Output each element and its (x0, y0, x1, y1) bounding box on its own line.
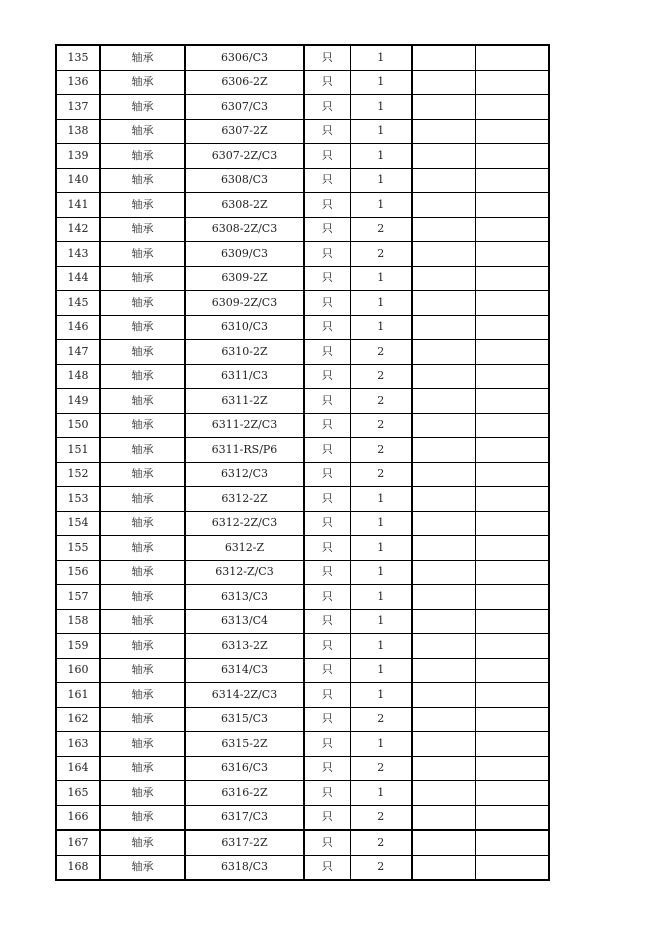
empty-cell-1[interactable] (412, 805, 475, 830)
row-number-cell[interactable]: 135 (56, 45, 100, 70)
row-number-cell[interactable]: 150 (56, 413, 100, 438)
unit-cell[interactable]: 只 (304, 683, 350, 708)
empty-cell-2[interactable] (475, 168, 549, 193)
item-name-cell[interactable]: 轴承 (100, 805, 185, 830)
quantity-cell[interactable]: 1 (350, 658, 412, 683)
row-number-cell[interactable]: 152 (56, 462, 100, 487)
empty-cell-1[interactable] (412, 266, 475, 291)
empty-cell-2[interactable] (475, 340, 549, 365)
empty-cell-2[interactable] (475, 536, 549, 561)
unit-cell[interactable]: 只 (304, 511, 350, 536)
table-row (56, 609, 549, 634)
row-number-cell[interactable]: 138 (56, 119, 100, 144)
empty-cell-2[interactable] (475, 585, 549, 610)
quantity-cell[interactable]: 2 (350, 413, 412, 438)
item-name-cell[interactable]: 轴承 (100, 438, 185, 463)
empty-cell-2[interactable] (475, 291, 549, 316)
item-name-cell[interactable]: 轴承 (100, 560, 185, 585)
table-row (56, 805, 549, 830)
unit-cell[interactable]: 只 (304, 144, 350, 169)
empty-cell-1[interactable] (412, 95, 475, 120)
quantity-cell[interactable]: 2 (350, 462, 412, 487)
item-name-cell[interactable]: 轴承 (100, 217, 185, 242)
model-cell[interactable]: 6313/C4 (185, 609, 304, 634)
table-row (56, 144, 549, 169)
model-cell[interactable]: 6313-2Z (185, 634, 304, 659)
empty-cell-1[interactable] (412, 340, 475, 365)
empty-cell-1[interactable] (412, 658, 475, 683)
item-name-cell[interactable]: 轴承 (100, 756, 185, 781)
quantity-cell[interactable]: 2 (350, 340, 412, 365)
empty-cell-2[interactable] (475, 95, 549, 120)
item-name-cell[interactable]: 轴承 (100, 70, 185, 95)
empty-cell-1[interactable] (412, 683, 475, 708)
unit-cell[interactable]: 只 (304, 193, 350, 218)
row-number-cell[interactable]: 139 (56, 144, 100, 169)
empty-cell-2[interactable] (475, 438, 549, 463)
unit-cell[interactable]: 只 (304, 830, 350, 855)
model-cell[interactable]: 6311-2Z/C3 (185, 413, 304, 438)
unit-cell[interactable]: 只 (304, 291, 350, 316)
quantity-cell[interactable]: 1 (350, 168, 412, 193)
quantity-cell[interactable]: 2 (350, 217, 412, 242)
quantity-cell[interactable]: 2 (350, 242, 412, 267)
model-cell[interactable]: 6313/C3 (185, 585, 304, 610)
empty-cell-2[interactable] (475, 683, 549, 708)
model-cell[interactable]: 6317-2Z (185, 830, 304, 855)
empty-cell-1[interactable] (412, 560, 475, 585)
row-number-cell[interactable]: 163 (56, 732, 100, 757)
quantity-cell[interactable]: 2 (350, 389, 412, 414)
model-cell[interactable]: 6316/C3 (185, 756, 304, 781)
empty-cell-2[interactable] (475, 634, 549, 659)
quantity-cell[interactable]: 1 (350, 70, 412, 95)
empty-cell-2[interactable] (475, 609, 549, 634)
quantity-cell[interactable]: 2 (350, 830, 412, 855)
table-row (56, 781, 549, 806)
empty-cell-1[interactable] (412, 291, 475, 316)
unit-cell[interactable]: 只 (304, 462, 350, 487)
unit-cell[interactable]: 只 (304, 95, 350, 120)
model-cell[interactable]: 6310-2Z (185, 340, 304, 365)
table-row (56, 291, 549, 316)
unit-cell[interactable]: 只 (304, 756, 350, 781)
model-cell[interactable]: 6314/C3 (185, 658, 304, 683)
model-cell[interactable]: 6309-2Z (185, 266, 304, 291)
empty-cell-1[interactable] (412, 144, 475, 169)
empty-cell-2[interactable] (475, 315, 549, 340)
quantity-cell[interactable]: 1 (350, 560, 412, 585)
row-number-cell[interactable]: 136 (56, 70, 100, 95)
row-number-cell[interactable]: 137 (56, 95, 100, 120)
empty-cell-1[interactable] (412, 732, 475, 757)
unit-cell[interactable]: 只 (304, 707, 350, 732)
quantity-cell[interactable]: 1 (350, 45, 412, 70)
empty-cell-2[interactable] (475, 781, 549, 806)
item-name-cell[interactable]: 轴承 (100, 144, 185, 169)
model-cell[interactable]: 6307/C3 (185, 95, 304, 120)
row-number-cell[interactable]: 165 (56, 781, 100, 806)
model-cell[interactable]: 6314-2Z/C3 (185, 683, 304, 708)
row-number-cell[interactable]: 167 (56, 830, 100, 855)
quantity-cell[interactable]: 1 (350, 536, 412, 561)
quantity-cell[interactable]: 1 (350, 193, 412, 218)
empty-cell-1[interactable] (412, 315, 475, 340)
table-row (56, 119, 549, 144)
row-number-cell[interactable]: 161 (56, 683, 100, 708)
table-row (56, 340, 549, 365)
empty-cell-2[interactable] (475, 830, 549, 855)
row-number-cell[interactable]: 148 (56, 364, 100, 389)
model-cell[interactable]: 6311-RS/P6 (185, 438, 304, 463)
item-name-cell[interactable]: 轴承 (100, 781, 185, 806)
table-body (56, 45, 549, 880)
item-name-cell[interactable]: 轴承 (100, 242, 185, 267)
table-row (56, 830, 549, 855)
item-name-cell[interactable]: 轴承 (100, 291, 185, 316)
row-number-cell[interactable]: 145 (56, 291, 100, 316)
empty-cell-1[interactable] (412, 756, 475, 781)
model-cell[interactable]: 6306-2Z (185, 70, 304, 95)
quantity-cell[interactable]: 2 (350, 756, 412, 781)
quantity-cell[interactable]: 1 (350, 291, 412, 316)
table-row (56, 658, 549, 683)
unit-cell[interactable]: 只 (304, 242, 350, 267)
unit-cell[interactable]: 只 (304, 70, 350, 95)
empty-cell-1[interactable] (412, 830, 475, 855)
row-number-cell[interactable]: 155 (56, 536, 100, 561)
empty-cell-2[interactable] (475, 511, 549, 536)
empty-cell-2[interactable] (475, 462, 549, 487)
unit-cell[interactable]: 只 (304, 609, 350, 634)
item-name-cell[interactable]: 轴承 (100, 462, 185, 487)
unit-cell[interactable]: 只 (304, 340, 350, 365)
unit-cell[interactable]: 只 (304, 119, 350, 144)
quantity-cell[interactable]: 1 (350, 144, 412, 169)
row-number-cell[interactable]: 144 (56, 266, 100, 291)
quantity-cell[interactable]: 1 (350, 609, 412, 634)
empty-cell-1[interactable] (412, 438, 475, 463)
spreadsheet-sheet (55, 44, 550, 881)
empty-cell-2[interactable] (475, 119, 549, 144)
item-name-cell[interactable]: 轴承 (100, 683, 185, 708)
quantity-cell[interactable]: 2 (350, 438, 412, 463)
quantity-cell[interactable]: 1 (350, 732, 412, 757)
unit-cell[interactable]: 只 (304, 217, 350, 242)
model-cell[interactable]: 6309-2Z/C3 (185, 291, 304, 316)
unit-cell[interactable]: 只 (304, 781, 350, 806)
table-row (56, 364, 549, 389)
empty-cell-2[interactable] (475, 413, 549, 438)
table-row (56, 193, 549, 218)
empty-cell-1[interactable] (412, 462, 475, 487)
table-row (56, 511, 549, 536)
unit-cell[interactable]: 只 (304, 413, 350, 438)
item-name-cell[interactable]: 轴承 (100, 364, 185, 389)
unit-cell[interactable]: 只 (304, 536, 350, 561)
empty-cell-2[interactable] (475, 217, 549, 242)
model-cell[interactable]: 6312-2Z (185, 487, 304, 512)
row-number-cell[interactable]: 164 (56, 756, 100, 781)
empty-cell-2[interactable] (475, 855, 549, 880)
model-cell[interactable]: 6311/C3 (185, 364, 304, 389)
model-cell[interactable]: 6308-2Z/C3 (185, 217, 304, 242)
unit-cell[interactable]: 只 (304, 560, 350, 585)
table-row (56, 45, 549, 70)
unit-cell[interactable]: 只 (304, 389, 350, 414)
table-row (56, 487, 549, 512)
table-row (56, 438, 549, 463)
model-cell[interactable]: 6312-Z (185, 536, 304, 561)
item-name-cell[interactable]: 轴承 (100, 119, 185, 144)
unit-cell[interactable]: 只 (304, 732, 350, 757)
empty-cell-1[interactable] (412, 781, 475, 806)
row-number-cell[interactable]: 142 (56, 217, 100, 242)
empty-cell-2[interactable] (475, 732, 549, 757)
row-number-cell[interactable]: 162 (56, 707, 100, 732)
model-cell[interactable]: 6316-2Z (185, 781, 304, 806)
row-number-cell[interactable]: 153 (56, 487, 100, 512)
model-cell[interactable]: 6307-2Z/C3 (185, 144, 304, 169)
table-row (56, 217, 549, 242)
model-cell[interactable]: 6315-2Z (185, 732, 304, 757)
quantity-cell[interactable]: 1 (350, 119, 412, 144)
item-name-cell[interactable]: 轴承 (100, 585, 185, 610)
empty-cell-2[interactable] (475, 266, 549, 291)
unit-cell[interactable]: 只 (304, 805, 350, 830)
empty-cell-1[interactable] (412, 413, 475, 438)
quantity-cell[interactable]: 1 (350, 266, 412, 291)
row-number-cell[interactable]: 158 (56, 609, 100, 634)
table-row (56, 168, 549, 193)
quantity-cell[interactable]: 2 (350, 707, 412, 732)
item-name-cell[interactable]: 轴承 (100, 266, 185, 291)
row-number-cell[interactable]: 159 (56, 634, 100, 659)
table-row (56, 266, 549, 291)
empty-cell-2[interactable] (475, 756, 549, 781)
empty-cell-2[interactable] (475, 707, 549, 732)
unit-cell[interactable]: 只 (304, 658, 350, 683)
empty-cell-1[interactable] (412, 536, 475, 561)
item-name-cell[interactable]: 轴承 (100, 732, 185, 757)
table-row (56, 756, 549, 781)
table-row (56, 536, 549, 561)
empty-cell-1[interactable] (412, 193, 475, 218)
model-cell[interactable]: 6312-2Z/C3 (185, 511, 304, 536)
unit-cell[interactable]: 只 (304, 45, 350, 70)
item-name-cell[interactable]: 轴承 (100, 634, 185, 659)
quantity-cell[interactable]: 1 (350, 511, 412, 536)
model-cell[interactable]: 6311-2Z (185, 389, 304, 414)
row-number-cell[interactable]: 141 (56, 193, 100, 218)
empty-cell-1[interactable] (412, 707, 475, 732)
row-number-cell[interactable]: 149 (56, 389, 100, 414)
table-row (56, 732, 549, 757)
empty-cell-1[interactable] (412, 389, 475, 414)
unit-cell[interactable]: 只 (304, 855, 350, 880)
row-number-cell[interactable]: 147 (56, 340, 100, 365)
item-name-cell[interactable]: 轴承 (100, 487, 185, 512)
empty-cell-1[interactable] (412, 119, 475, 144)
model-cell[interactable]: 6312/C3 (185, 462, 304, 487)
quantity-cell[interactable]: 2 (350, 805, 412, 830)
empty-cell-1[interactable] (412, 45, 475, 70)
empty-cell-1[interactable] (412, 585, 475, 610)
item-name-cell[interactable]: 轴承 (100, 658, 185, 683)
row-number-cell[interactable]: 156 (56, 560, 100, 585)
quantity-cell[interactable]: 1 (350, 95, 412, 120)
item-name-cell[interactable]: 轴承 (100, 95, 185, 120)
empty-cell-2[interactable] (475, 70, 549, 95)
row-number-cell[interactable]: 168 (56, 855, 100, 880)
model-cell[interactable]: 6309/C3 (185, 242, 304, 267)
table-row (56, 95, 549, 120)
model-cell[interactable]: 6308-2Z (185, 193, 304, 218)
table-row (56, 315, 549, 340)
quantity-cell[interactable]: 1 (350, 683, 412, 708)
row-number-cell[interactable]: 151 (56, 438, 100, 463)
empty-cell-1[interactable] (412, 242, 475, 267)
quantity-cell[interactable]: 1 (350, 781, 412, 806)
empty-cell-1[interactable] (412, 168, 475, 193)
unit-cell[interactable]: 只 (304, 487, 350, 512)
empty-cell-2[interactable] (475, 364, 549, 389)
model-cell[interactable]: 6310/C3 (185, 315, 304, 340)
unit-cell[interactable]: 只 (304, 634, 350, 659)
empty-cell-2[interactable] (475, 242, 549, 267)
empty-cell-1[interactable] (412, 634, 475, 659)
item-name-cell[interactable]: 轴承 (100, 855, 185, 880)
empty-cell-1[interactable] (412, 511, 475, 536)
empty-cell-1[interactable] (412, 609, 475, 634)
item-name-cell[interactable]: 轴承 (100, 707, 185, 732)
table-row (56, 634, 549, 659)
empty-cell-2[interactable] (475, 560, 549, 585)
row-number-cell[interactable]: 140 (56, 168, 100, 193)
model-cell[interactable]: 6315/C3 (185, 707, 304, 732)
empty-cell-1[interactable] (412, 487, 475, 512)
item-name-cell[interactable]: 轴承 (100, 315, 185, 340)
item-name-cell[interactable]: 轴承 (100, 168, 185, 193)
empty-cell-2[interactable] (475, 487, 549, 512)
quantity-cell[interactable]: 1 (350, 634, 412, 659)
item-name-cell[interactable]: 轴承 (100, 389, 185, 414)
quantity-cell[interactable]: 1 (350, 585, 412, 610)
quantity-cell[interactable]: 2 (350, 364, 412, 389)
unit-cell[interactable]: 只 (304, 266, 350, 291)
unit-cell[interactable]: 只 (304, 315, 350, 340)
quantity-cell[interactable]: 2 (350, 855, 412, 880)
table-row (56, 855, 549, 880)
row-number-cell[interactable]: 146 (56, 315, 100, 340)
item-name-cell[interactable]: 轴承 (100, 511, 185, 536)
row-number-cell[interactable]: 160 (56, 658, 100, 683)
item-name-cell[interactable]: 轴承 (100, 45, 185, 70)
table-row (56, 413, 549, 438)
unit-cell[interactable]: 只 (304, 168, 350, 193)
item-name-cell[interactable]: 轴承 (100, 609, 185, 634)
table-row (56, 683, 549, 708)
empty-cell-2[interactable] (475, 658, 549, 683)
unit-cell[interactable]: 只 (304, 438, 350, 463)
model-cell[interactable]: 6318/C3 (185, 855, 304, 880)
row-number-cell[interactable]: 166 (56, 805, 100, 830)
table-row (56, 389, 549, 414)
table-row (56, 462, 549, 487)
empty-cell-1[interactable] (412, 855, 475, 880)
unit-cell[interactable]: 只 (304, 364, 350, 389)
empty-cell-2[interactable] (475, 805, 549, 830)
quantity-cell[interactable]: 1 (350, 487, 412, 512)
bearing-inventory-table (55, 44, 550, 881)
unit-cell[interactable]: 只 (304, 585, 350, 610)
model-cell[interactable]: 6307-2Z (185, 119, 304, 144)
empty-cell-1[interactable] (412, 364, 475, 389)
item-name-cell[interactable]: 轴承 (100, 830, 185, 855)
empty-cell-2[interactable] (475, 389, 549, 414)
row-number-cell[interactable]: 143 (56, 242, 100, 267)
row-number-cell[interactable]: 154 (56, 511, 100, 536)
row-number-cell[interactable]: 157 (56, 585, 100, 610)
table-row (56, 585, 549, 610)
model-cell[interactable]: 6306/C3 (185, 45, 304, 70)
empty-cell-1[interactable] (412, 70, 475, 95)
empty-cell-2[interactable] (475, 144, 549, 169)
table-row (56, 70, 549, 95)
item-name-cell[interactable]: 轴承 (100, 193, 185, 218)
item-name-cell[interactable]: 轴承 (100, 340, 185, 365)
quantity-cell[interactable]: 1 (350, 315, 412, 340)
table-row (56, 707, 549, 732)
model-cell[interactable]: 6312-Z/C3 (185, 560, 304, 585)
table-row (56, 242, 549, 267)
item-name-cell[interactable]: 轴承 (100, 413, 185, 438)
empty-cell-1[interactable] (412, 217, 475, 242)
table-row (56, 560, 549, 585)
item-name-cell[interactable]: 轴承 (100, 536, 185, 561)
empty-cell-2[interactable] (475, 45, 549, 70)
empty-cell-2[interactable] (475, 193, 549, 218)
model-cell[interactable]: 6308/C3 (185, 168, 304, 193)
model-cell[interactable]: 6317/C3 (185, 805, 304, 830)
